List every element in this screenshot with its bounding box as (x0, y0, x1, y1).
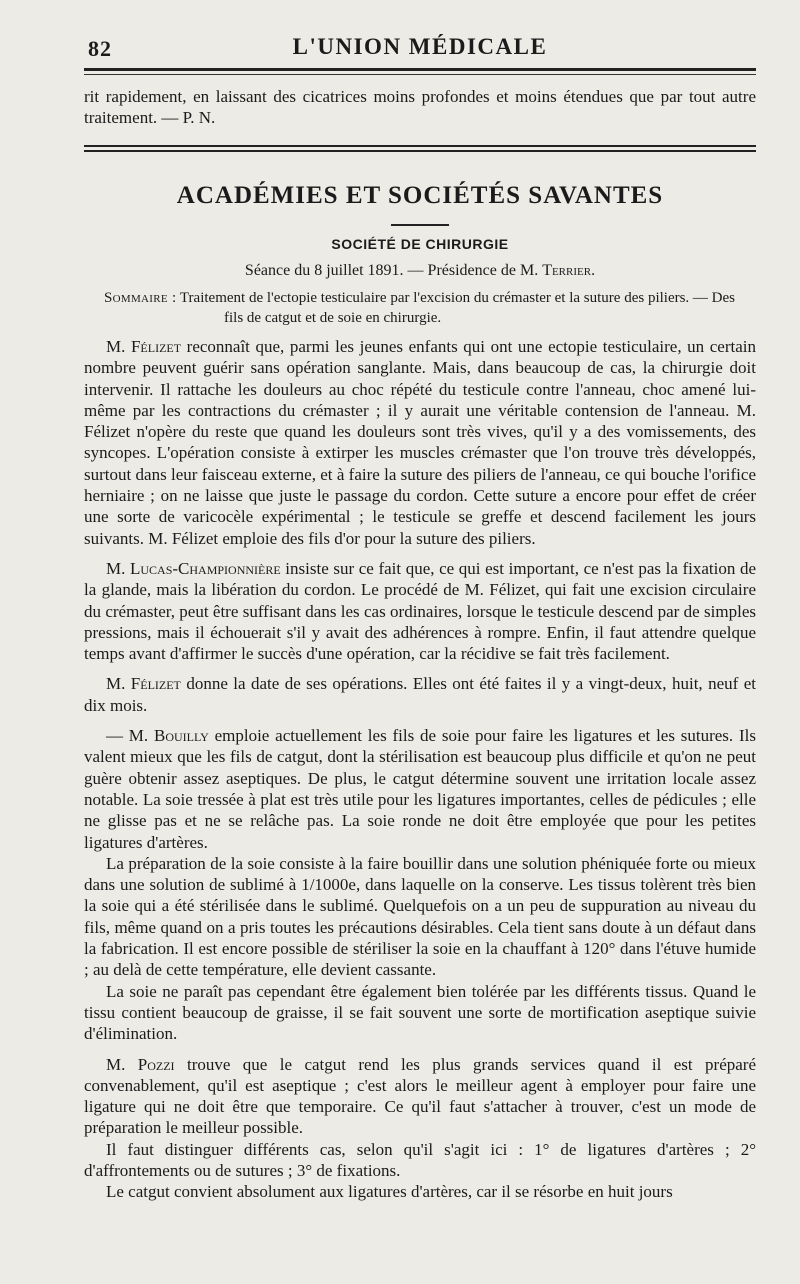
president-name: Terrier. (542, 262, 596, 279)
summary-label: Sommaire : (104, 290, 177, 306)
paragraph (84, 725, 756, 853)
speaker-name: M. Lucas-Championnière (106, 558, 281, 578)
header-rule-thin (84, 74, 756, 75)
paragraph-text: reconnaît que, parmi les jeunes enfants qui ont une ectopie testiculaire, un certain nombre peuvent guérir sans opération sanglante. Mais, dans beaucoup de cas, la chirurgie doit intervenir. Il rattache les douleurs au choc répété du testicule contre l'anneau, choc amené lui-même par les contractions du crémaster ; il y aurait une véritable contension de l'anneau. M. Félizet n'opère du reste que quand les douleurs sont très vives, qu'il y a des vomissements, des syncopes. L'opération consiste à extirper les muscles crémaster que l'on trouve très développés, surtout dans leur faisceau externe, et à faire la suture des piliers de l'anneau, ce qui bouche l'orifice herniaire ; on ne laisse que juste le passage du cordon. Cette suture a encore pour effet de créer une sorte de varicocèle expérimental ; le testicule se greffe et descend facilement les jours suivants. M. Félizet emploie des fils d'or pour la suture des piliers. (84, 337, 756, 548)
paragraph-text: donne la date de ses opérations. Elles ont été faites il y a vingt-deux, huit, neuf et dix mois. (84, 674, 756, 715)
header-rule-thick (84, 68, 756, 71)
paragraph-text: insiste sur ce fait que, ce qui est important, ce n'est pas la fixation de la glande, mais la libération du cordon. Le procédé de M. Félizet, qui fait une excision circulaire du crémaster, peut être suffisant dans les cas ordinaires, lorsque le testicule descend par de simples pressions, mais il échouerait s'il y avait des adhérences à rompre. Enfin, il faut attendre quelque temps avant d'affirmer le succès d'une opération, car la récidive se fait très facilement. (84, 558, 756, 664)
speaker-name: M. Félizet (106, 337, 182, 356)
title-underline (391, 224, 449, 226)
paragraph (84, 1181, 756, 1202)
paragraph-text: emploie actuellement les fils de soie pour faire les ligatures et les sutures. Ils valent mieux que les fils de catgut, dont la stérilisation est beaucoup plus difficile et qu'on ne peut guère obtenir assez aseptiques. De plus, le catgut détermine souvent une irritation locale assez notable. La soie tressée à plat est très utile pour les ligatures importantes, celles de pédicules ; elle ne glisse pas et ne se relâche pas. La soie ronde ne doit être employée que pour les petites ligatures d'artères. (84, 726, 756, 852)
paragraph (84, 1139, 756, 1182)
paragraph (84, 853, 756, 981)
paragraph-text: La préparation de la soie consiste à la faire bouillir dans une solution phéniquée forte ou mieux dans une solution de sublimé à 1/1000e, dans laquelle on la conserve. Les tissus tolèrent très bien la soie qui a été stérilisée dans le sublimé. Quelquefois on a un peu de suppuration au niveau du fils, même quand on a pris toutes les précautions désirables. Cela tient sans doute à un défaut dans la fabrication. Il est encore possible de stériliser la soie en la chauffant à 120° dans l'étuve humide ; au delà de cette température, elle devient cassante. (84, 853, 756, 980)
summary-text: Traitement de l'ectopie testiculaire par l'excision du crémaster et la suture des piliers. — Des fils de catgut et de soie en chirurgie. (179, 290, 736, 326)
session-line (84, 262, 756, 280)
page-number: 82 (88, 36, 112, 61)
paragraph (84, 1054, 756, 1139)
running-title: L'UNION MÉDICALE (292, 34, 548, 59)
society-name: SOCIÉTÉ DE CHIRURGIE (331, 236, 509, 252)
section-title: ACADÉMIES ET SOCIÉTÉS SAVANTES (176, 182, 664, 209)
continuation-text: rit rapidement, en laissant des cicatrices moins profondes et moins étendues que par tout autre traitement. — P. N. (84, 87, 756, 127)
speaker-name: M. Pozzi (106, 1054, 175, 1074)
paragraph-text: Il faut distinguer différents cas, selon qu'il s'agit ici : 1° de ligatures d'artères ; 2° d'affrontements ou de sutures ; 3° de fixations. (84, 1139, 756, 1180)
section-divider (84, 145, 756, 152)
paragraph-text: Le catgut convient absolument aux ligatures d'artères, car il se résorbe en huit jours (106, 1182, 673, 1202)
speaker-name: — M. Bouilly (106, 726, 209, 746)
paragraph-text: La soie ne paraît pas cependant être également bien tolérée par les différents tissus. Quand le tissu contient beaucoup de graisse, il se fait souvent une sorte de mortification aseptique suivie d'élimination. (84, 981, 756, 1044)
page-header (84, 0, 756, 64)
paragraph (84, 336, 756, 549)
paragraph-text: trouve que le catgut rend les plus grands services quand il est préparé convenablement, qu'il est aseptique ; c'est alors le meilleur agent à employer pour faire une ligature qui ne doit être que temporaire. Ce qu'il faut s'attacher à trouver, c'est un mode de préparation le meilleur possible. (84, 1054, 756, 1138)
speaker-name: M. Félizet (106, 674, 181, 694)
summary (84, 288, 756, 328)
paragraph (84, 673, 756, 716)
paragraph (84, 981, 756, 1045)
paragraph (84, 558, 756, 664)
article-body (84, 336, 756, 1203)
session-prefix: Séance du 8 juillet 1891. — Présidence de M. (244, 262, 539, 279)
